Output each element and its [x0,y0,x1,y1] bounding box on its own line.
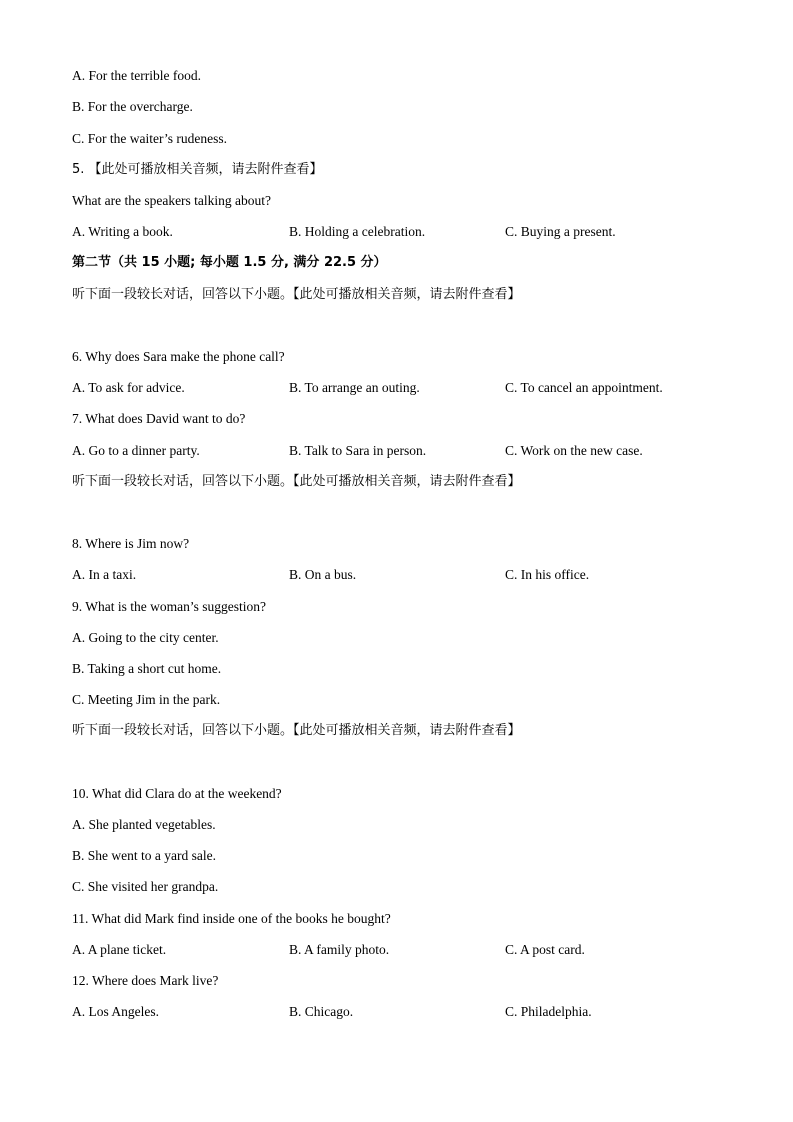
q5-question: What are the speakers talking about? [72,193,272,208]
q8-option-b: B. On a bus. [289,567,357,582]
q10-option-a: A. She planted vegetables. [72,817,216,832]
q11-option-b: B. A family photo. [289,942,390,957]
section-2-title: 第二节（共 15 小题; 每小题 1.5 分, 满分 22.5 分） [72,255,387,270]
q6-question: 6. Why does Sara make the phone call? [72,349,285,364]
section-2-instruction-3[interactable]: 听下面一段较长对话，回答以下小题。【此处可播放相关音频，请去附件查看】 [72,723,521,738]
q12-option-c: C. Philadelphia. [505,1004,592,1019]
q8-question: 8. Where is Jim now? [72,536,190,551]
q4-option-a: A. For the terrible food. [72,68,201,83]
q11-question: 11. What did Mark find inside one of the books he bought? [72,911,391,926]
q7-option-a: A. Go to a dinner party. [72,443,200,458]
q11-option-a: A. A plane ticket. [72,942,167,957]
q10-question: 10. What did Clara do at the weekend? [72,786,282,801]
q10-option-b: B. She went to a yard sale. [72,848,216,863]
q7-option-c: C. Work on the new case. [505,443,643,458]
q9-option-b: B. Taking a short cut home. [72,661,222,676]
q6-option-c: C. To cancel an appointment. [505,380,663,395]
q12-option-b: B. Chicago. [289,1004,354,1019]
q9-option-a: A. Going to the city center. [72,630,219,645]
q12-option-a: A. Los Angeles. [72,1004,159,1019]
section-2-instruction-1[interactable]: 听下面一段较长对话，回答以下小题。【此处可播放相关音频，请去附件查看】 [72,287,521,302]
q5-option-c: C. Buying a present. [505,224,616,239]
q5-audio-label[interactable]: 5. 【此处可播放相关音频，请去附件查看】 [72,162,323,177]
q11-option-c: C. A post card. [505,942,585,957]
q10-option-c: C. She visited her grandpa. [72,879,219,894]
q7-option-b: B. Talk to Sara in person. [289,443,427,458]
q8-option-c: C. In his office. [505,567,590,582]
q6-option-b: B. To arrange an outing. [289,380,420,395]
q4-option-b: B. For the overcharge. [72,99,193,114]
q12-question: 12. Where does Mark live? [72,973,219,988]
q9-option-c: C. Meeting Jim in the park. [72,692,221,707]
q6-option-a: A. To ask for advice. [72,380,185,395]
q5-option-a: A. Writing a book. [72,224,173,239]
q8-option-a: A. In a taxi. [72,567,137,582]
q4-option-c: C. For the waiter’s rudeness. [72,131,227,146]
q5-option-b: B. Holding a celebration. [289,224,426,239]
q7-question: 7. What does David want to do? [72,411,246,426]
section-2-instruction-2[interactable]: 听下面一段较长对话，回答以下小题。【此处可播放相关音频，请去附件查看】 [72,474,521,489]
q9-question: 9. What is the woman’s suggestion? [72,599,266,614]
